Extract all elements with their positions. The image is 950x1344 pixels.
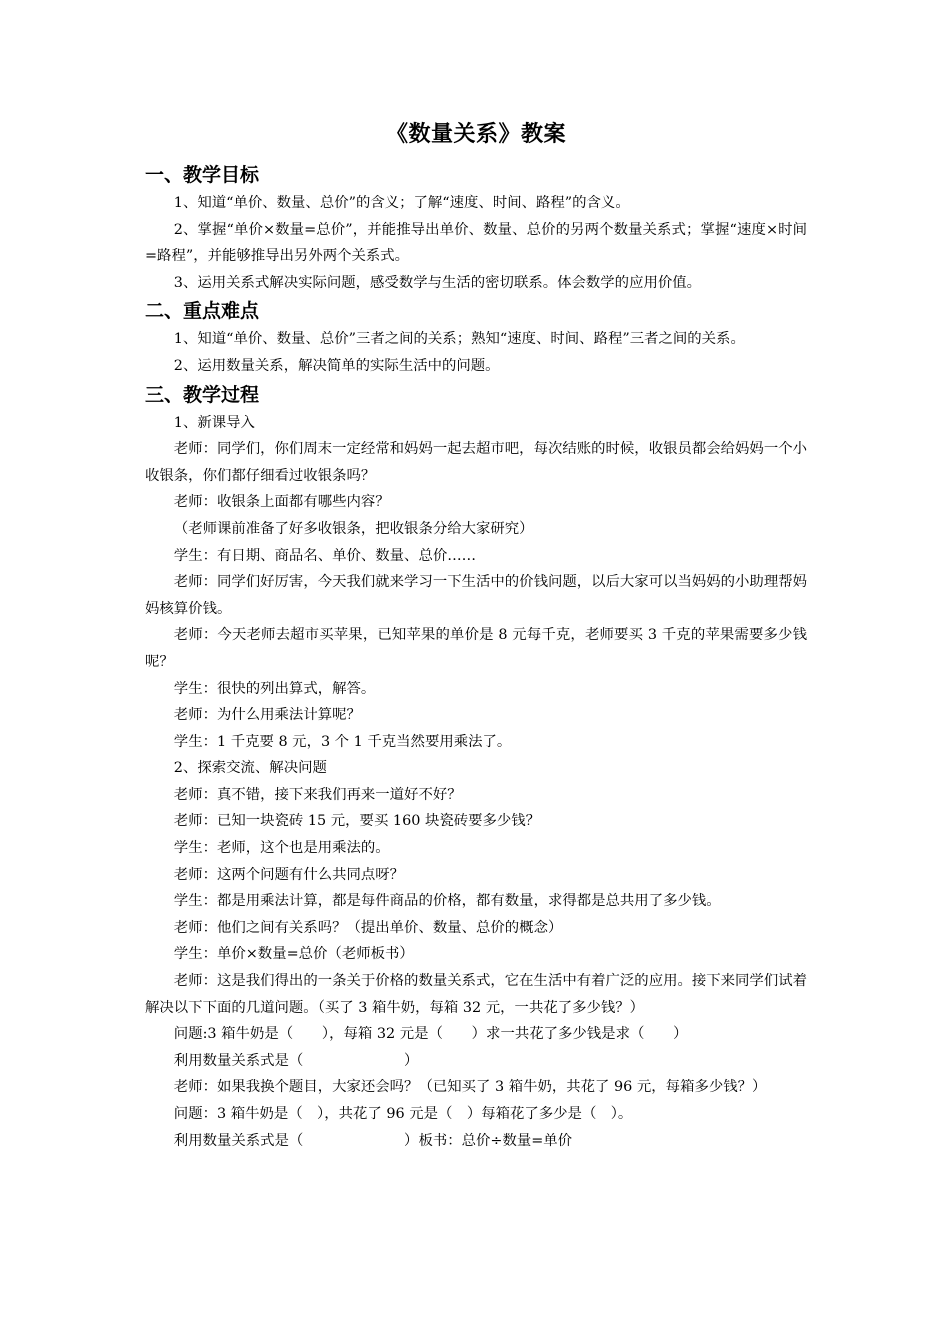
paragraph: 问题:3 箱牛奶是（ ），每箱 32 元是（ ）求一共花了多少钱是求（ ） xyxy=(173,1026,688,1043)
paragraph: （老师课前准备了好多收银条，把收银条分给大家研究） xyxy=(173,520,534,537)
paragraph: 2、运用数量关系，解决简单的实际生活中的问题。 xyxy=(173,357,500,374)
paragraph: 老师：同学们好厉害，今天我们就来学习一下生活中的价钱问题，以后大家可以当妈妈的小助理帮妈妈核算价钱。 xyxy=(145,574,807,617)
paragraph: 老师：收银条上面都有哪些内容？ xyxy=(173,494,390,511)
paragraph: 利用数量关系式是（ ） xyxy=(173,1052,419,1069)
paragraph: 老师：如果我换个题目，大家还会吗？（已知买了 3 箱牛奶，共花了 96 元，每箱多少钱？） xyxy=(173,1079,767,1096)
paragraph: 学生：老师，这个也是用乘法的。 xyxy=(173,840,390,857)
paragraph: 利用数量关系式是（ ）板书：总价÷数量=单价 xyxy=(173,1132,573,1149)
section-heading-objectives: 一、教学目标 xyxy=(145,164,260,186)
paragraph: 学生：都是用乘法计算，都是每件商品的价格，都有数量，求得都是总共用了多少钱。 xyxy=(173,893,721,910)
paragraph: 老师：今天老师去超市买苹果，已知苹果的单价是 8 元每千克，老师要买 3 千克的苹果需要多少钱呢？ xyxy=(145,627,807,670)
document-page xyxy=(145,118,807,1154)
paragraph: 老师：同学们，你们周末一定经常和妈妈一起去超市吧，每次结账的时候，收银员都会给妈妈一个小收银条，你们都仔细看过收银条吗？ xyxy=(145,441,807,484)
paragraph: 学生：有日期、商品名、单价、数量、总价…… xyxy=(173,547,477,564)
paragraph: 2、掌握“单价×数量=总价”，并能推导出单价、数量、总价的另两个数量关系式；掌握“速度×时间=路程”，并能够推导出另外两个关系式。 xyxy=(145,221,807,265)
paragraph: 1、知道“单价、数量、总价”三者之间的关系；熟知“速度、时间、路程”三者之间的关系。 xyxy=(173,331,745,348)
paragraph: 问题：3 箱牛奶是（ ），共花了 96 元是（ ）每箱花了多少是（ ）。 xyxy=(173,1106,633,1122)
paragraph: 老师：真不错，接下来我们再来一道好不好？ xyxy=(173,786,462,803)
document-title: 《数量关系》教案 xyxy=(385,122,566,147)
paragraph: 1、知道“单价、数量、总价”的含义；了解“速度、时间、路程”的含义。 xyxy=(173,195,630,211)
paragraph: 老师：这是我们得出的一条关于价格的数量关系式，它在生活中有着广泛的应用。接下来同学们试着解决以下下面的几道问题。（买了 3 箱牛奶，每箱 32 元，一共花了多少钱？） xyxy=(145,973,807,1016)
section-heading-key-points: 二、重点难点 xyxy=(145,300,260,323)
paragraph: 学生：单价×数量=总价（老师板书） xyxy=(173,946,414,963)
section-heading-process: 三、教学过程 xyxy=(145,383,260,406)
paragraph: 2、探索交流、解决问题 xyxy=(173,760,327,777)
paragraph: 学生：1 千克要 8 元，3 个 1 千克当然要用乘法了。 xyxy=(173,733,512,750)
paragraph: 1、新课导入 xyxy=(173,414,255,431)
paragraph: 3、运用关系式解决实际问题，感受数学与生活的密切联系。体会数学的应用价值。 xyxy=(173,274,702,291)
paragraph: 老师：这两个问题有什么共同点呀？ xyxy=(173,866,405,883)
paragraph: 老师：为什么用乘法计算呢？ xyxy=(173,707,361,724)
paragraph: 学生：很快的列出算式，解答。 xyxy=(173,680,376,697)
paragraph: 老师：他们之间有关系吗？（提出单价、数量、总价的概念） xyxy=(173,919,563,936)
paragraph: 老师：已知一块瓷砖 15 元，要买 160 块瓷砖要多少钱？ xyxy=(173,813,541,830)
